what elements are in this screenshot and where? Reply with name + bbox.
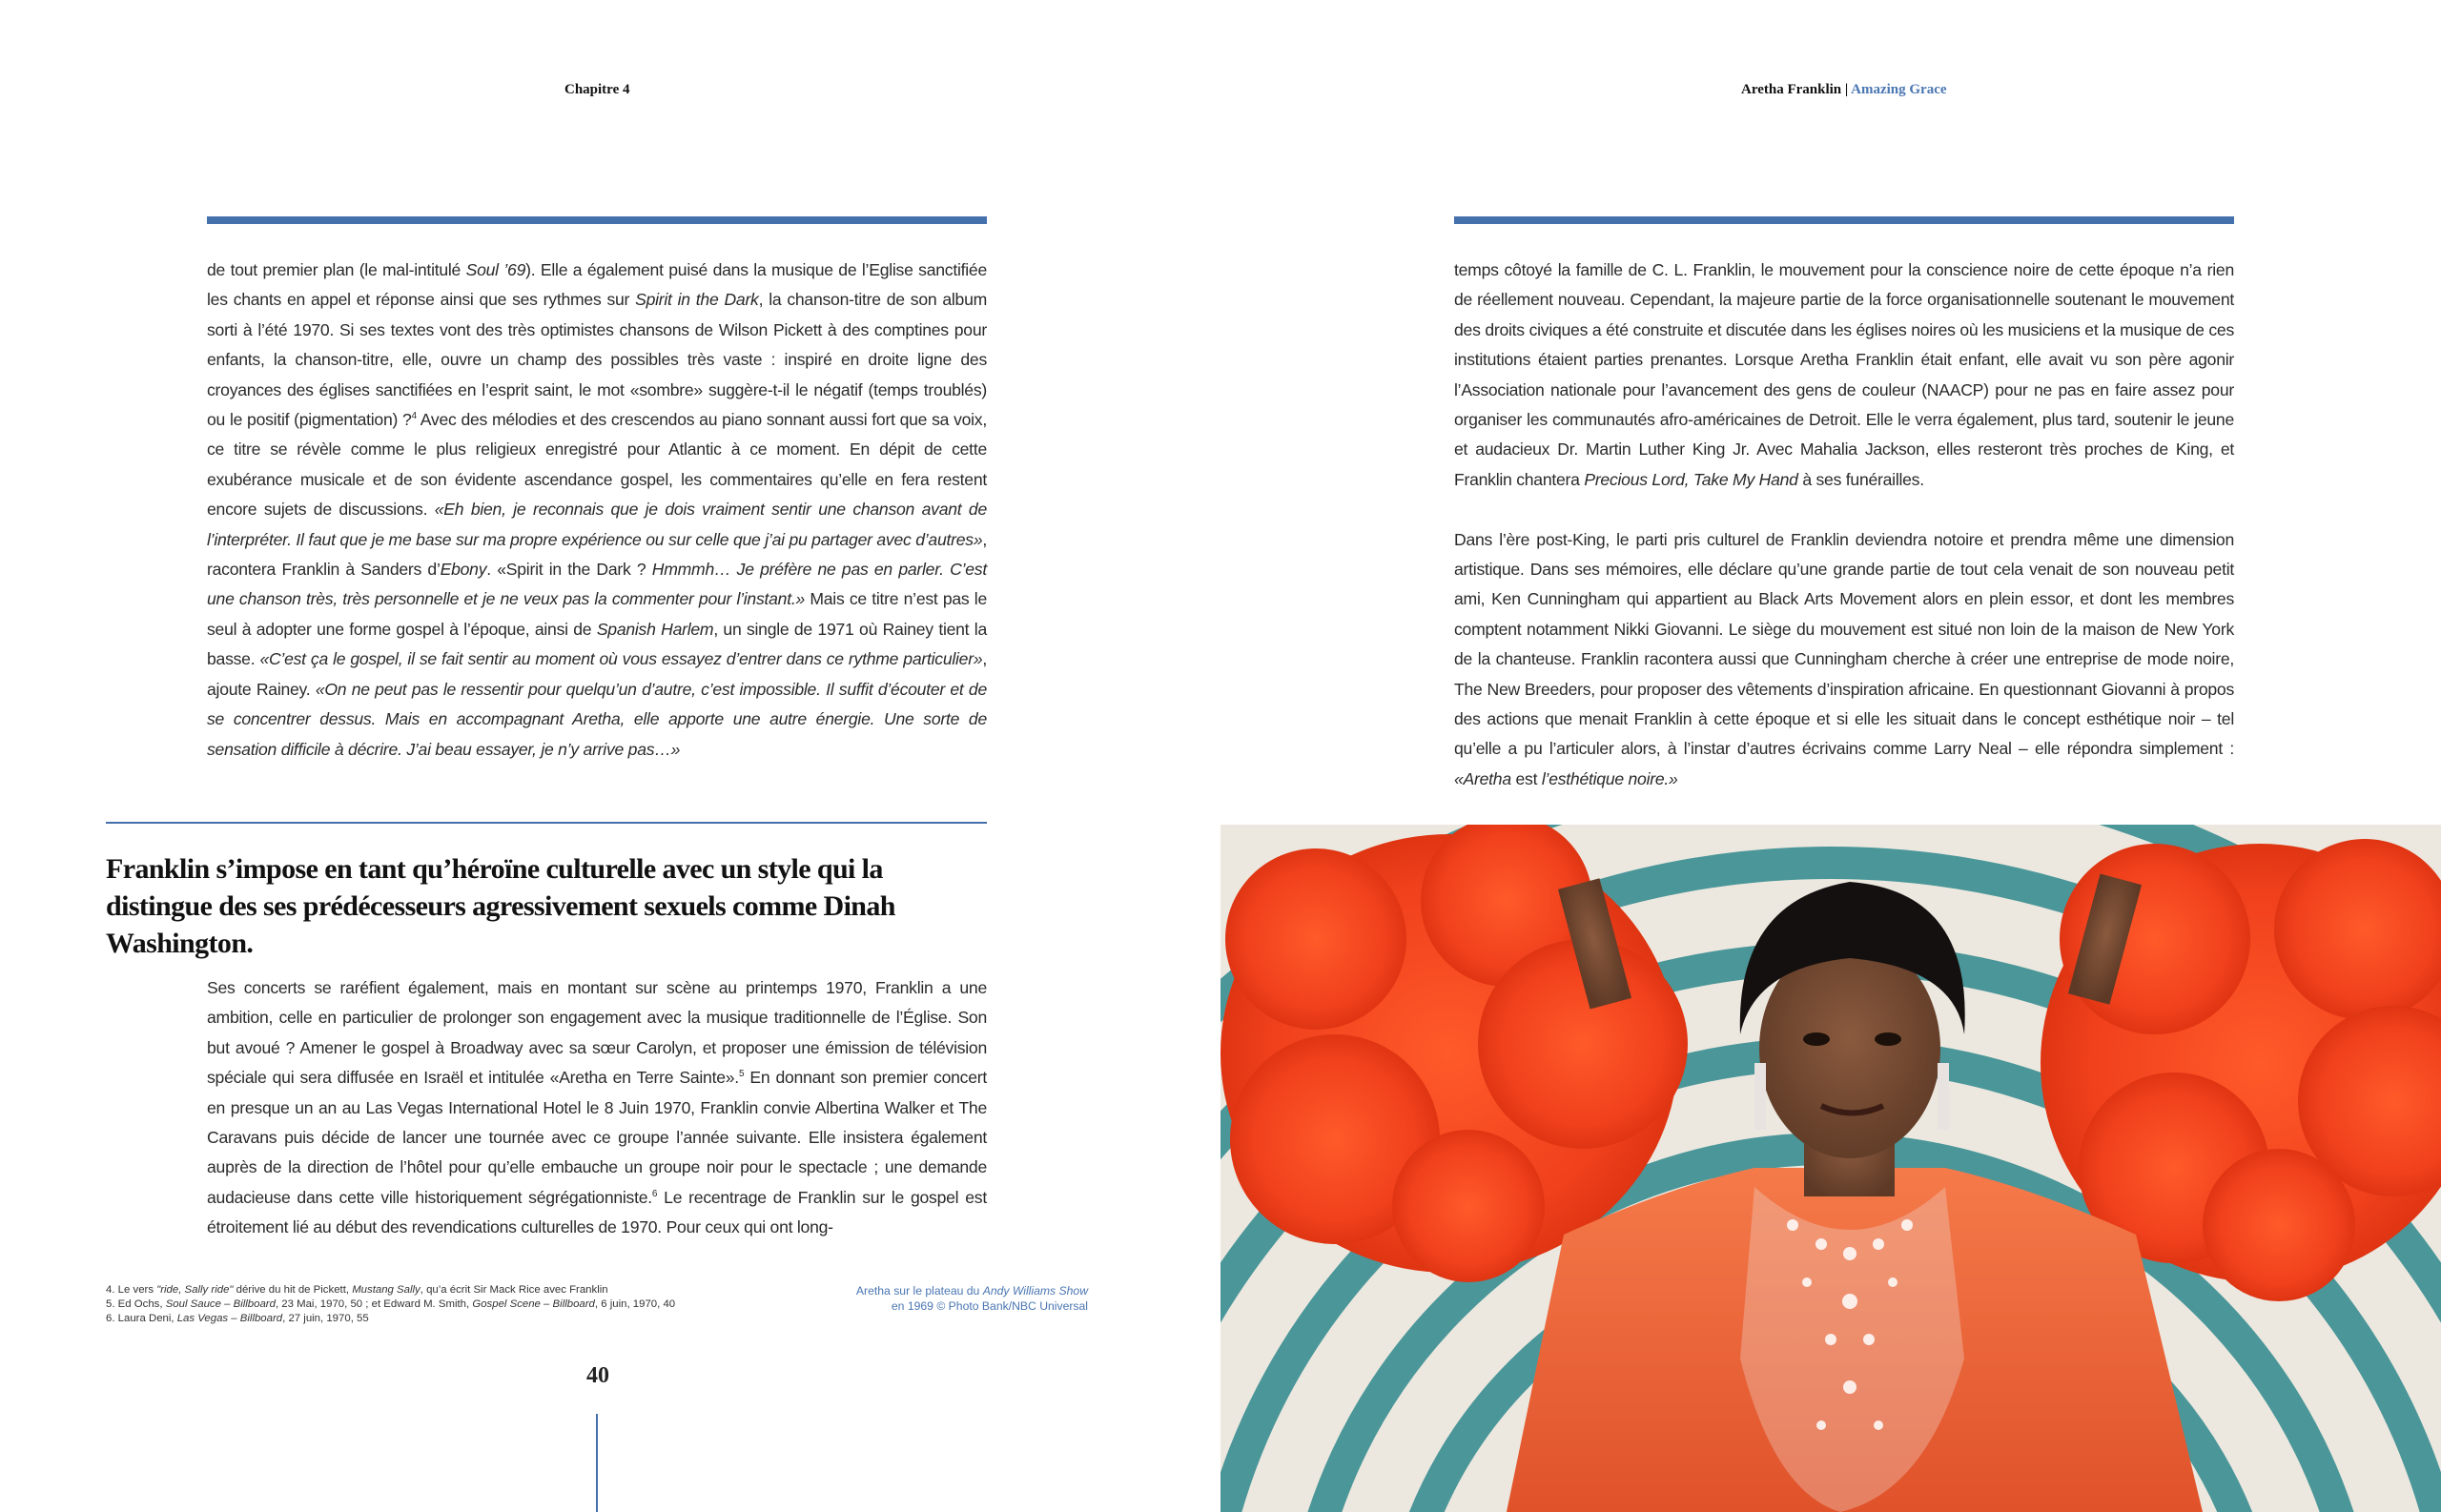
running-head-author: Aretha Franklin (1741, 82, 1842, 97)
left-body-text-2 (207, 973, 987, 1243)
pull-quote-rule (106, 822, 987, 824)
pull-quote: Franklin s’impose en tant qu’héroïne culturelle avec un style qui la distingue des ses prédécesseurs agressivement sexuels comme Dinah Washington. (106, 853, 895, 959)
right-paragraph-1: temps côtoyé la famille de C. L. Franklin, le mouvement pour la conscience noire de cette époque n’a rien de réellement nouveau. Cependant, la majeure partie de la force organisationnelle soutenant le mouvement des droits civiques a été construite et discutée dans les églises noires où les musiciens et la musique de ces institutions étaient parties prenantes. Lorsque Aretha Franklin était enfant, elle avait vu son père agonir l’Association nationale pour l’avancement des gens de couleur (NAACP) pour ne pas en faire assez pour organiser les communautés afro-américaines de Detroit. Elle le verra également, plus tard, soutenir le jeune et audacieux Dr. Martin Luther King Jr. Avec Mahalia Jackson, elles resteront très proches de King, et Franklin chantera Precious Lord, Take My Hand à ses funérailles. (1454, 260, 2234, 489)
footnote-5: 5. Ed Ochs, Soul Sauce – Billboard, 23 Mai, 1970, 50 ; et Edward M. Smith, Gospel Scene – Billboard, 6 juin, 1970, 40 (106, 1298, 676, 1310)
right-paragraph-2: Dans l’ère post-King, le parti pris culturel de Franklin deviendra notoire et prendra même une dimension artistique. Dans ses mémoires, elle déclare qu’une grande partie de tout cela venait de son nouveau petit ami, Ken Cunningham qui appartient au Black Arts Movement alors en plein essor, et dont les membres comptent notamment Nikki Giovanni. Le siège du mouvement est situé non loin de la maison de New York de la chanteuse. Franklin racontera aussi que Cunningham cherche à créer une entreprise de mode noire, The New Breeders, pour proposer des vêtements d’inspiration africaine. En questionnant Giovanni à propos des actions que menait Franklin à cette époque et si elle les situait dans le concept esthétique noir – tel qu’elle a pu l’articuler alors, à l’instar d’autres écrivains comme Larry Neal – elle répondra simplement : «Aretha est l’esthétique noire.» (1454, 529, 2234, 788)
aretha-photo (1220, 825, 2441, 1512)
header-bar-right (1454, 216, 2234, 224)
page-number: 40 (586, 1363, 609, 1388)
running-head-separator: | (1841, 82, 1852, 97)
caption-line-2: en 1969 © Photo Bank/NBC Universal (891, 1299, 1088, 1313)
page-number-rule (596, 1414, 598, 1512)
running-head-book-title: Amazing Grace (1851, 82, 1947, 97)
running-head-right (1741, 82, 1947, 98)
caption-line-1: Aretha sur le plateau du Andy Williams Show (855, 1284, 1088, 1297)
footnotes (106, 1283, 792, 1326)
footnote-6: 6. Laura Deni, Las Vegas – Billboard, 27 juin, 1970, 55 (106, 1313, 369, 1324)
aretha-photo-illustration (1220, 825, 2441, 1512)
left-body-text (207, 255, 987, 765)
running-head-left: Chapitre 4 (564, 82, 630, 97)
left-paragraph-1: de tout premier plan (le mal-intitulé Soul ’69). Elle a également puisé dans la musique de l’Eglise sanctifiée les chants en appel et réponse ainsi que ses rythmes sur Spirit in the Dark, la chanson-titre de son album sorti à l’été 1970. Si ses textes vont des très optimistes chansons de Wilson Pickett à des comptines pour enfants, la chanson-titre, elle, ouvre un champ des possibles très vaste : inspiré en droite ligne des croyances des églises sanctifiées en l’esprit saint, le mot «sombre» suggère-t-il le négatif (temps troublés) ou le positif (pigmentation) ?$^4$ Avec des mélodies et des crescendos au piano sonnant aussi fort que sa voix, ce titre se révèle comme le plus religieux enregistré pour Atlantic à ce moment. En dépit de cette exubérance musicale et de son évidente ascendance gospel, les commentaires qu’elle en fera restent encore sujets de discussions. «Eh bien, je reconnais que je dois vraiment sentir une chanson avant de l’interpréter. Il faut que je me base sur ma propre expérience ou sur celle que j’ai pu partager avec d’autres», racontera Franklin à Sanders d’Ebony. «Spirit in the Dark ? Hmmmh… Je préfère ne pas en parler. C’est une chanson très, très personnelle et je ne veux pas la commenter pour l’instant.» Mais ce titre n’est pas le seul à adopter une forme gospel à l’époque, ainsi de Spanish Harlem, un single de 1971 où Rainey tient la basse. «C’est ça le gospel, il se fait sentir au moment où vous essayez d’entrer dans ce rythme particulier», ajoute Rainey. «On ne peut pas le ressentir pour quelqu’un d’autre, c’est impossible. Il suffit d’écouter et de se concentrer dessus. Mais en accompagnant Aretha, elle apporte une autre énergie. Une sorte de sensation difficile à décrire. J’ai beau essayer, je n’y arrive pas…» (207, 260, 988, 759)
footnote-4: 4. Le vers "ride, Sally ride" dérive du hit de Pickett, Mustang Sally, qu’a écrit Sir Mack Rice avec Franklin (106, 1284, 608, 1296)
left-paragraph-2: Ses concerts se raréfient également, mais en montant sur scène au printemps 1970, Franklin a une ambition, celle en particulier de prolonger son engagement avec la musique traditionnelle de l’Église. Son but avoué ? Amener le gospel à Broadway avec sa sœur Carolyn, et proposer une émission de télévision spéciale qui sera diffusée en Israël et intitulée «Aretha en Terre Sainte».$^5$ En donnant son premier concert en presque un an au Las Vegas International Hotel le 8 Juin 1970, Franklin convie Albertina Walker et The Caravans puis décide de lancer une tournée avec ce groupe l’année suivante. Elle insistera également auprès de la direction de l’hôtel pour qu’elle embauche un groupe noir pour le spectacle ; une demande audacieuse dans cette ville historiquement ségrégationniste.$^6$ Le recentrage de Franklin sur le gospel est étroitement lié au début des revendications culturelles de 1970. Pour ceux qui ont long- (207, 978, 987, 1237)
photo-caption (801, 1283, 1088, 1314)
header-bar-left (207, 216, 987, 224)
right-body-text (1454, 255, 2234, 794)
